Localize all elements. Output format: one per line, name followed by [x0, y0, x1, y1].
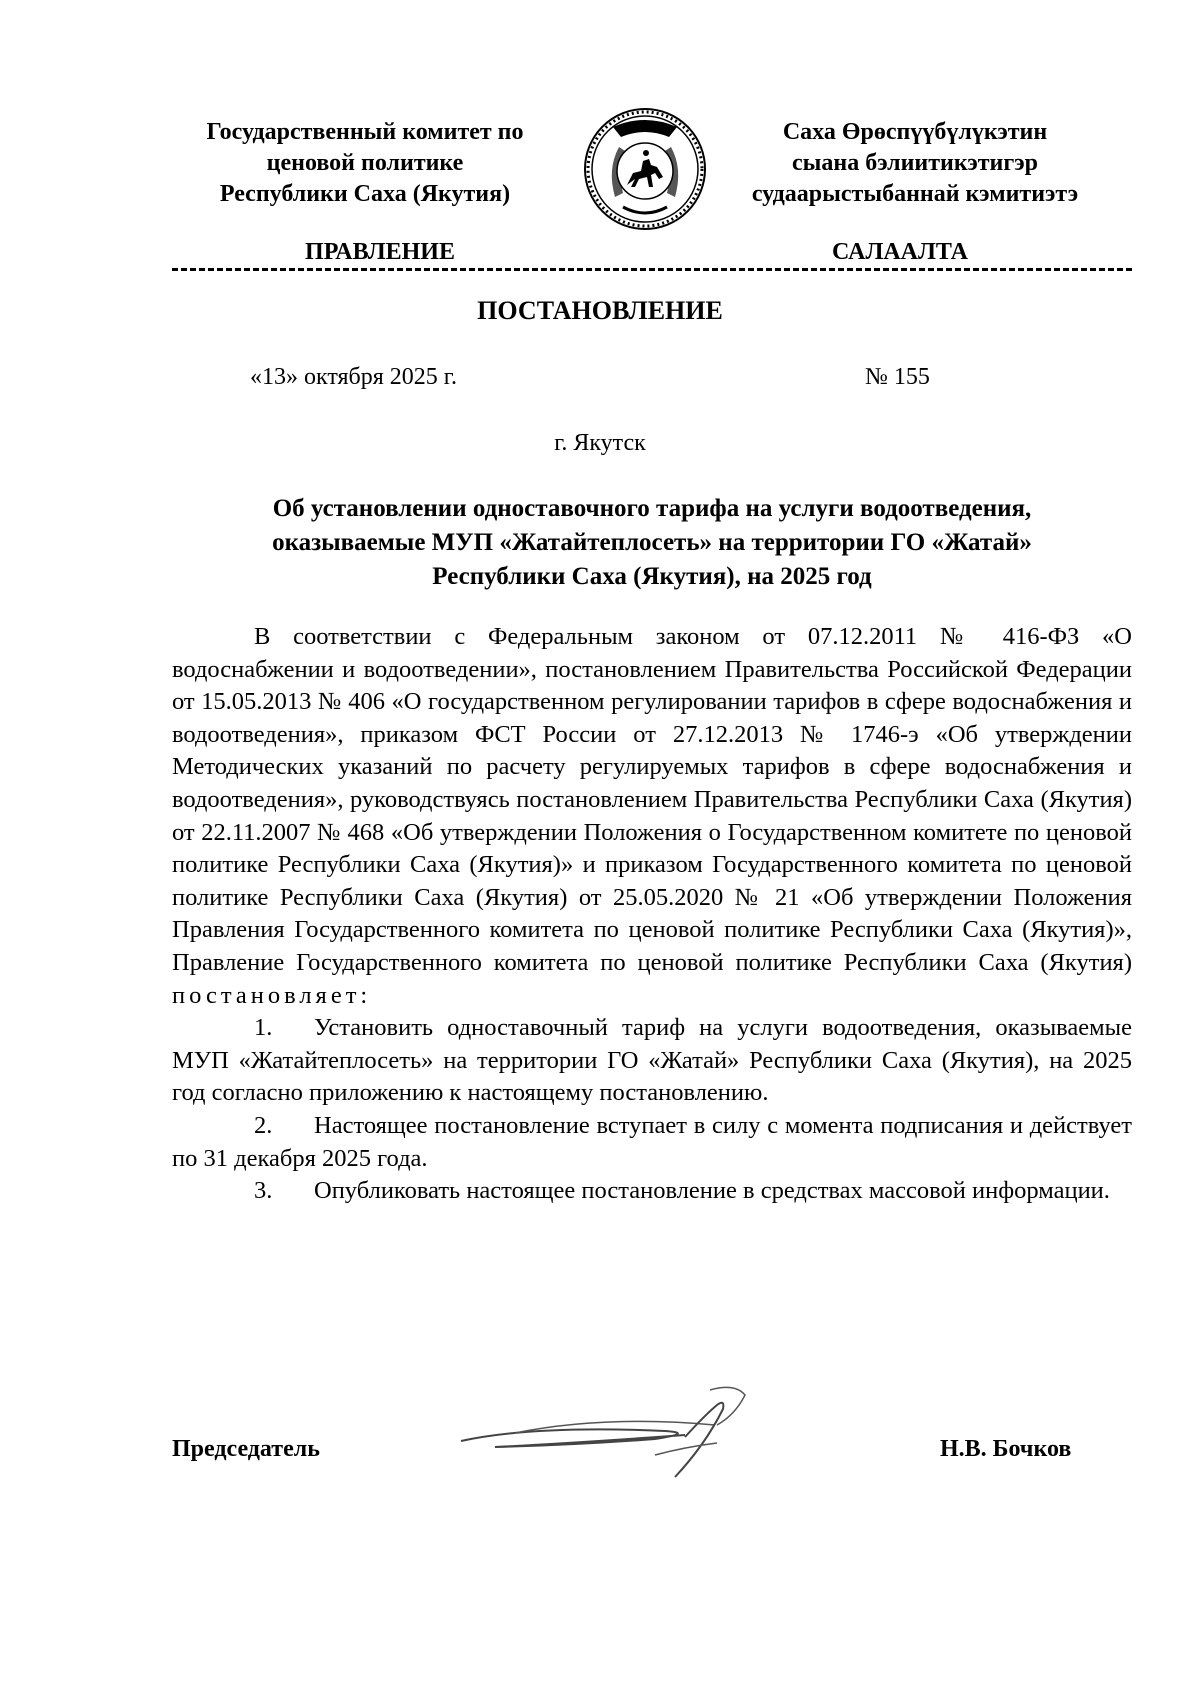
org-name-ru-line: Государственный комитет по: [206, 119, 524, 145]
resolves-text: постановляет:: [172, 981, 372, 1009]
document-date: «13» октября 2025 г.: [250, 364, 457, 390]
item-number: 3.: [254, 1177, 273, 1205]
signer-name: Н.В. Бочков: [940, 1436, 1072, 1462]
handwritten-signature: [455, 1385, 785, 1485]
resolution-item: [172, 1012, 1132, 1110]
org-name-sakha-line: Саха Өрөспүүбүлүкэтин: [782, 119, 1048, 145]
preamble-text: В соответствии с Федеральным законом от 07.12.2011 № 416-ФЗ «О водоснабжении и водоотведении», постановлением Правительства Российской Федерации от 15.05.2013 № 406 «О государственном регулировании тарифов в сфере водоснабжения и водоотведения», приказом ФСТ России от 27.12.2013 № 1746-э «Об утверждении Методических указаний по расчету регулируемых тарифов в сфере водоснабжения и водоотведения», руководствуясь постановлением Правительства Республики Саха (Якутия) от 22.11.2007 № 468 «Об утверждении Положения о Государственном комитете по ценовой политике Республики Саха (Якутия)» и приказом Государственного комитета по ценовой политике Республики Саха (Якутия) от 25.05.2020 № 21 «Об утверждении Положения Правления Государственного комитета по ценовой политике Республики Саха (Якутия)», Правление Государственного комитета по ценовой политике Республики Саха (Якутия): [172, 623, 1132, 976]
item-text: Опубликовать настоящее постановление в средствах массовой информации.: [314, 1177, 1110, 1205]
document-title-line: Республики Саха (Якутия), на 2025 год: [432, 563, 872, 590]
document-title-line: Об установлении одноставочного тарифа на услуги водоотведения,: [272, 495, 1032, 522]
resolution-item: [172, 1175, 1132, 1208]
document-number: № 155: [865, 364, 930, 390]
resolution-item: [172, 1110, 1132, 1175]
document-city: г. Якутск: [554, 430, 646, 456]
item-text: Настоящее постановление вступает в силу с момента подписания и действует по 31 декабря 2025 года.: [172, 1111, 1132, 1172]
document-body: [172, 621, 1132, 1208]
board-label-ru: ПРАВЛЕНИЕ: [305, 239, 455, 265]
item-text: Установить одноставочный тариф на услуги водоотведения, оказываемые МУП «Жатайтеплосеть» на территории ГО «Жатай» Республики Саха (Якутия), на 2025 год согласно приложению к настоящему постановлению.: [172, 1014, 1132, 1107]
org-name-ru: [150, 117, 580, 210]
sakha-coat-of-arms-icon: [583, 107, 707, 231]
document-title: [172, 492, 1132, 594]
org-name-sakha: [700, 117, 1130, 210]
item-number: 1.: [254, 1014, 273, 1042]
signer-position: Председатель: [172, 1436, 320, 1462]
board-label-sakha: САЛААЛТА: [831, 239, 969, 265]
document-type: ПОСТАНОВЛЕНИЕ: [477, 296, 723, 325]
org-name-ru-line: ценовой политике: [266, 150, 464, 176]
item-number: 2.: [254, 1111, 273, 1139]
header-divider: [172, 268, 1132, 271]
org-name-sakha-line: судаарыстыбаннай кэмитиэтэ: [751, 181, 1079, 207]
org-name-sakha-line: сыана бэлиитикэтигэр: [791, 150, 1038, 176]
preamble-paragraph: [172, 621, 1132, 1012]
org-name-ru-line: Республики Саха (Якутия): [219, 181, 511, 207]
document-title-line: оказываемые МУП «Жатайтеплосеть» на территории ГО «Жатай»: [272, 529, 1032, 556]
